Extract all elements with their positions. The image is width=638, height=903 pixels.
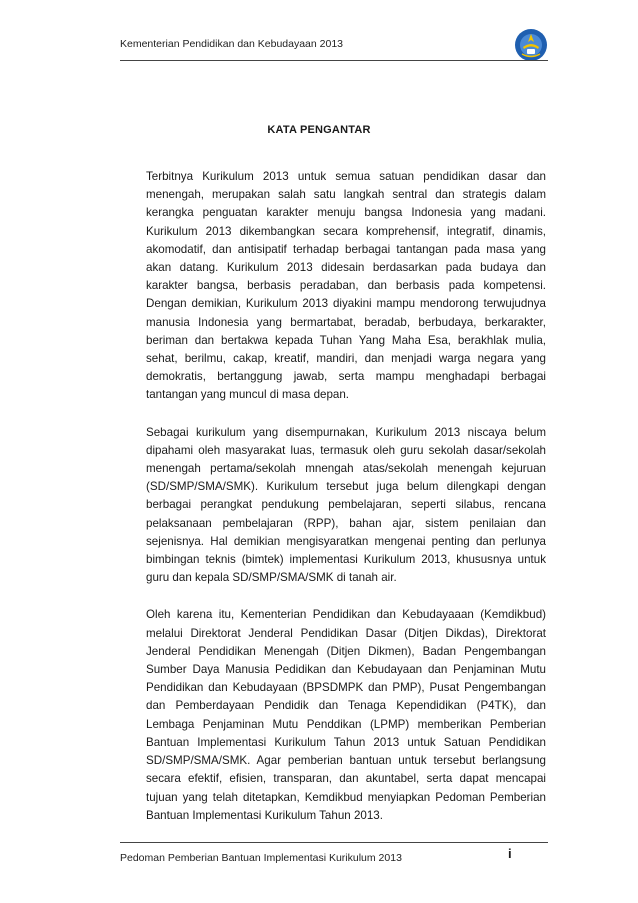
footer-divider: [120, 842, 548, 843]
header-title: Kementerian Pendidikan dan Kebudayaan 2013: [120, 38, 344, 50]
paragraph-1: Terbitnya Kurikulum 2013 untuk semua satuan pendidikan dasar dan menengah, merupakan salah satu langkah sentral dan strategis dalam kerangka penguatan karakter menuju bangsa Indonesia yang madani. Kurikulum 2013 dikembangkan secara komprehensif, integratif, dinamis, akomodatif, dan antisipatif terhadap berbagai tantangan pada masa yang akan datang. Kurikulum 2013 didesain berdasarkan pada budaya dan karakter bangsa, berbasis peradaban, dan berbasis pada kompetensi. Dengan demikian, Kurikulum 2013 diyakini mampu mendorong terwujudnya manusia Indonesia yang bermartabat, beradab, berbudaya, berkarakter, beriman dan bertakwa kepada Tuhan Yang Maha Esa, berakhlak mulia, sehat, berilmu, cakap, kreatif, mandiri, dan menjadi warga negara yang demokratis, bertanggung jawab, serta mampu menghadapi berbagai tantangan yang muncul di masa depan.: [146, 170, 546, 402]
footer-title: Pedoman Pemberian Bantuan Implementasi Kurikulum 2013: [120, 852, 402, 864]
page-title: KATA PENGANTAR: [267, 124, 371, 136]
document-body: [146, 168, 546, 844]
paragraph-2: Sebagai kurikulum yang disempurnakan, Kurikulum 2013 niscaya belum dipahami oleh masyarakat luas, termasuk oleh guru sekolah dasar/sekolah menengah pertama/sekolah mnengah atas/sekolah menengah kejuruan (SD/SMP/SMA/SMK). Kurikulum tersebut juga belum dilengkapi dengan berbagai perangkat pendukung pembelajaran, seperti silabus, rencana pelaksanaan pembelajaran (RPP), bahan ajar, sistem penilaian dan sejenisnya. Hal demikian mengisyaratkan mengenai penting dan perlunya bimbingan teknis (bimtek) implementasi Kurikulum 2013, khususnya untuk guru dan kepala SD/SMP/SMA/SMK di tanah air.: [146, 425, 546, 585]
tut-wuri-handayani-logo-icon: [514, 28, 548, 62]
paragraph-3: Oleh karena itu, Kementerian Pendidikan dan Kebudayaaan (Kemdikbud) melalui Direktorat Jenderal Pendidikan Dasar (Ditjen Dikdas), Direktorat Jenderal Pendidikan Menengah (Ditjen Dikmen), Badan Pengembangan Sumber Daya Manusia Pedidikan dan Kebudayaan dan Penjaminan Mutu Pendidikan dan Kebudayaan (BPSDMPK dan PMP), Pusat Pengembangan dan Pemberdayaan Pendidik dan Tenaga Kependidikan (P4TK), dan Lembaga Penjaminan Mutu Penddikan (LPMP) memberikan Pemberian Bantuan Implementasi Kurikulum Tahun 2013 untuk Satuan Pendidikan SD/SMP/SMA/SMK. Agar pemberian bantuan untuk tersebut berlangsung secara efektif, efisien, transparan, dan akuntabel, serta dapat mencapai tujuan yang telah ditetapkan, Kemdikbud menyiapkan Pedoman Pemberian Bantuan Implementasi Kurikulum Tahun 2013.: [146, 608, 546, 822]
header-divider: [120, 60, 548, 61]
page-number: i: [508, 846, 512, 861]
